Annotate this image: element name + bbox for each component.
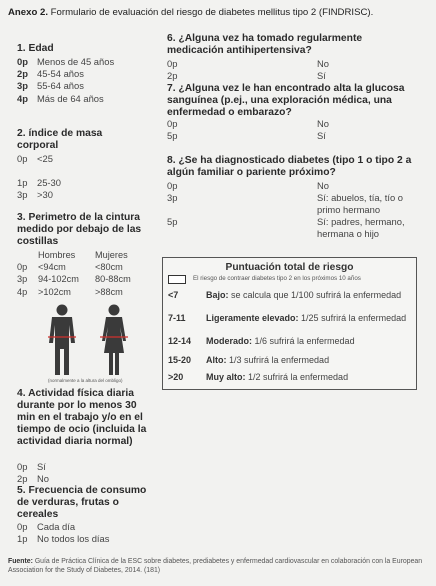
q3-row-men: <94cm <box>38 262 66 272</box>
q3-row-men: >102cm <box>38 287 71 297</box>
q3-row-women: <80cm <box>95 262 123 272</box>
q7-option-points: 5p <box>167 130 178 141</box>
q7-option-text: No <box>317 118 329 129</box>
q1-option: 3p 55-64 años <box>17 80 84 91</box>
q8-heading: 8. ¿Se ha diagnosticado diabetes (tipo 1 o tipo 2 a algún familiar o pariente próximo? <box>167 155 412 178</box>
q4-option: 0p Sí <box>17 461 46 472</box>
q1-heading: 1. Edad <box>17 43 54 54</box>
q3-caption: (normalmente a la altura del ombligo) <box>48 378 123 383</box>
risk-score-box <box>162 257 417 390</box>
q8-option-text: No <box>317 180 329 191</box>
risk-row: >20 Muy alto: 1/2 sufrirá la enfermedad <box>168 372 349 382</box>
page-title <box>8 7 373 18</box>
footer-label: Fuente: <box>8 558 33 565</box>
risk-row: 12-14 Moderado: 1/6 sufrirá la enfermedad <box>168 336 355 346</box>
q5-option: 1p No todos los días <box>17 533 110 544</box>
q2-option: 1p 25-30 <box>17 177 61 188</box>
man-figure-icon <box>44 303 80 379</box>
q3-row-women: >88cm <box>95 287 123 297</box>
q5-option: 0p Cada día <box>17 521 76 532</box>
q8-option-points: 0p <box>167 180 178 191</box>
q3-row-points: 4p <box>17 287 28 297</box>
q2-option: 0p <25 <box>17 153 53 164</box>
source-footnote <box>8 557 428 575</box>
q3-col-women: Mujeres <box>95 250 128 260</box>
q3-row-points: 3p <box>17 274 28 284</box>
q2-option: 3p >30 <box>17 189 53 200</box>
q8-option-text: Sí: padres, hermano, hermana o hijo <box>317 216 405 239</box>
risk-row: 15-20 Alto: 1/3 sufrirá la enfermedad <box>168 355 330 365</box>
q8-option-points: 3p <box>167 192 178 203</box>
risk-score-title: Puntuación total de riesgo <box>225 262 354 273</box>
q6-option-text: Sí <box>317 70 326 81</box>
q1-option: 4p Más de 64 años <box>17 93 104 104</box>
q8-option-text: Sí: abuelos, tía, tío o primo hermano <box>317 192 403 215</box>
footer-text: Guía de Práctica Clínica de la ESC sobre diabetes, prediabetes y enfermedad cardiovascular en colaboración con la European Association for the Study of Diabetes, 2014. (181) <box>8 558 423 574</box>
q6-option-points: 2p <box>167 70 178 81</box>
q2-heading: 2. índice de masa corporal <box>17 128 103 151</box>
q6-heading: 6. ¿Alguna vez ha tomado regularmente medicación antihipertensiva? <box>167 33 363 56</box>
legend-rectangle <box>168 275 186 284</box>
risk-row: 7-11 Ligeramente elevado: 1/25 sufrirá la enfermedad <box>168 313 407 323</box>
q1-option: 0p Menos de 45 años <box>17 56 115 67</box>
q5-heading: 5. Frecuencia de consumo de verduras, frutas o cereales <box>17 485 147 520</box>
q6-option-text: No <box>317 58 329 69</box>
risk-score-subtitle: El riesgo de contraer diabetes tipo 2 en los próximos 10 años <box>193 275 361 282</box>
q3-row-women: 80-88cm <box>95 274 131 284</box>
q3-heading: 3. Perimetro de la cintura medido por debajo de las costillas <box>17 212 142 247</box>
q3-row-points: 0p <box>17 262 28 272</box>
q7-heading: 7. ¿Alguna vez le han encontrado alta la glucosa sanguínea (p.ej., una exploración médica, una enfermedad o embarazo? <box>167 83 405 118</box>
q7-option-text: Sí <box>317 130 326 141</box>
q6-option-points: 0p <box>167 58 178 69</box>
q8-option-points: 5p <box>167 216 178 227</box>
q3-col-men: Hombres <box>38 250 76 260</box>
q7-option-points: 0p <box>167 118 178 129</box>
woman-figure-icon <box>96 303 132 379</box>
q4-heading: 4. Actividad física diaria durante por lo menos 30 min en el trabajo y/o en el tiempo de ocio (incluida la actividad diaria normal) <box>17 388 147 447</box>
title-text: Formulario de evaluación del riesgo de diabetes mellitus tipo 2 (FINDRISC). <box>50 7 374 18</box>
q4-option: 2p No <box>17 473 49 484</box>
risk-row: <7 Bajo: se calcula que 1/100 sufrirá la enfermedad <box>168 290 402 300</box>
q1-option: 2p 45-54 años <box>17 68 84 79</box>
title-prefix: Anexo 2. <box>8 7 48 18</box>
q3-row-men: 94-102cm <box>38 274 79 284</box>
